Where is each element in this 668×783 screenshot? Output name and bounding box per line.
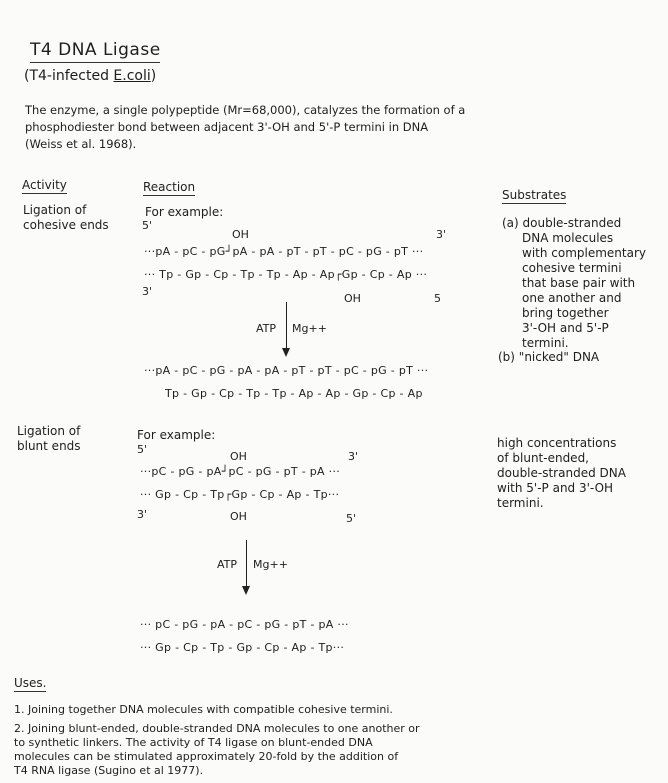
arrow-head-icon — [282, 348, 290, 357]
page-title: T4 DNA Ligase — [30, 40, 161, 60]
end-5prime-top: 5' — [142, 219, 153, 232]
substrate-line: DNA molecules — [522, 231, 614, 245]
substrate-line: (a) double-stranded — [502, 216, 622, 230]
title-underline — [30, 62, 160, 63]
substrate-line: high concentrations — [497, 436, 617, 450]
activity-line: cohesive ends — [23, 218, 109, 232]
blunt-strand-bottom: ··· Gp - Cp - Tp┌Gp - Cp - Ap - Tp··· — [140, 488, 340, 501]
substrate-line: bring together — [522, 306, 609, 320]
substrate-line: termini. — [497, 496, 544, 510]
blunt-product-bottom: ··· Gp - Cp - Tp - Gp - Cp - Ap - Tp··· — [140, 641, 345, 654]
substrate-line: double-stranded DNA — [497, 466, 626, 480]
for-example-cohesive: For example: — [145, 205, 224, 219]
end-3prime-bottom: 3' — [142, 285, 153, 298]
header-reaction-text: Reaction — [143, 180, 196, 194]
subtitle-suffix: ) — [150, 68, 157, 84]
substrate-line: cohesive termini — [522, 261, 622, 275]
substrate-line: that base pair with — [522, 276, 636, 290]
use-line: T4 RNA ligase (Sugino et al 1977). — [14, 764, 204, 777]
use-line: to synthetic linkers. The activity of T4 ligase on blunt-ended DNA — [14, 736, 373, 749]
cohesive-product-bottom: Tp - Gp - Cp - Tp - Tp - Ap - Ap - Gp - Cp - Ap — [165, 387, 423, 400]
for-example-blunt: For example: — [137, 428, 216, 442]
cohesive-strand-top: ···pA - pC - pG┘pA - pA - pT - pT - pC - pG - pT ··· — [144, 245, 424, 258]
header-activity-text: Activity — [22, 178, 67, 192]
subtitle-organism: E.coli — [113, 68, 151, 84]
subtitle-prefix: (T4-infected — [24, 68, 114, 84]
use-line: molecules can be stimulated approximately 20-fold by the addition of — [14, 750, 399, 763]
end-5prime-top: 5' — [137, 443, 148, 456]
end-5prime-bottom: 5 — [434, 292, 441, 305]
substrate-a — [502, 216, 646, 351]
header-reaction — [143, 180, 195, 194]
activity-line: Ligation of — [17, 424, 81, 438]
substrate-line: of blunt-ended, — [497, 451, 589, 465]
end-3prime-top: 3' — [348, 450, 359, 463]
substrate-line: termini. — [522, 336, 569, 350]
end-5prime-bottom: 5' — [346, 512, 357, 525]
substrates-blunt — [497, 436, 626, 511]
blunt-strand-top: ···pC - pG - pA┘pC - pG - pT - pA ··· — [140, 465, 341, 478]
use-item — [14, 722, 420, 778]
oh-bottom: OH — [230, 510, 247, 523]
use-line: 2. Joining blunt-ended, double-stranded DNA molecules to one another or — [14, 722, 420, 735]
intro-paragraph — [25, 102, 465, 153]
oh-top: OH — [230, 450, 247, 463]
end-3prime-top: 3' — [436, 228, 447, 241]
uses-heading-text: Uses. — [14, 676, 47, 690]
use-item — [14, 703, 393, 717]
header-substrates-text: Substrates — [502, 188, 567, 202]
substrate-line: one another and — [522, 291, 622, 305]
cohesive-strand-bottom: ··· Tp - Gp - Cp - Tp - Tp - Ap - Ap┌Gp - Cp - Ap ··· — [144, 268, 428, 281]
end-3prime-bottom: 3' — [137, 508, 148, 521]
substrate-b: (b) "nicked" DNA — [498, 350, 600, 364]
use-line: 1. Joining together DNA molecules with compatible cohesive termini. — [14, 703, 393, 716]
intro-line: phosphodiester bond between adjacent 3'-OH and 5'-P termini in DNA — [25, 120, 429, 134]
header-activity — [22, 178, 67, 192]
uses-heading — [14, 676, 46, 690]
oh-bottom: OH — [344, 292, 361, 305]
activity-cohesive — [23, 203, 109, 233]
substrate-line: with 5'-P and 3'-OH — [497, 481, 614, 495]
activity-line: Ligation of — [23, 203, 87, 217]
arrow-head-icon — [242, 586, 250, 595]
oh-top: OH — [232, 228, 249, 241]
substrate-line: 3'-OH and 5'-P — [522, 321, 609, 335]
header-substrates — [502, 188, 566, 202]
reaction-arrow — [246, 540, 247, 588]
blunt-product-top: ··· pC - pG - pA - pC - pG - pT - pA ··· — [140, 618, 349, 631]
intro-line: The enzyme, a single polypeptide (Mr=68,000), catalyzes the formation of a — [25, 103, 466, 117]
subtitle — [24, 68, 156, 84]
mg-label: Mg++ — [292, 322, 327, 335]
cohesive-product-top: ···pA - pC - pG - pA - pA - pT - pT - pC - pG - pT ··· — [144, 364, 429, 377]
atp-label: ATP — [217, 558, 238, 571]
activity-line: blunt ends — [17, 439, 81, 453]
substrate-line: with complementary — [522, 246, 647, 260]
activity-blunt — [17, 424, 81, 454]
atp-label: ATP — [256, 322, 277, 335]
reaction-arrow — [286, 302, 287, 350]
intro-line: (Weiss et al. 1968). — [25, 137, 137, 151]
mg-label: Mg++ — [253, 558, 288, 571]
